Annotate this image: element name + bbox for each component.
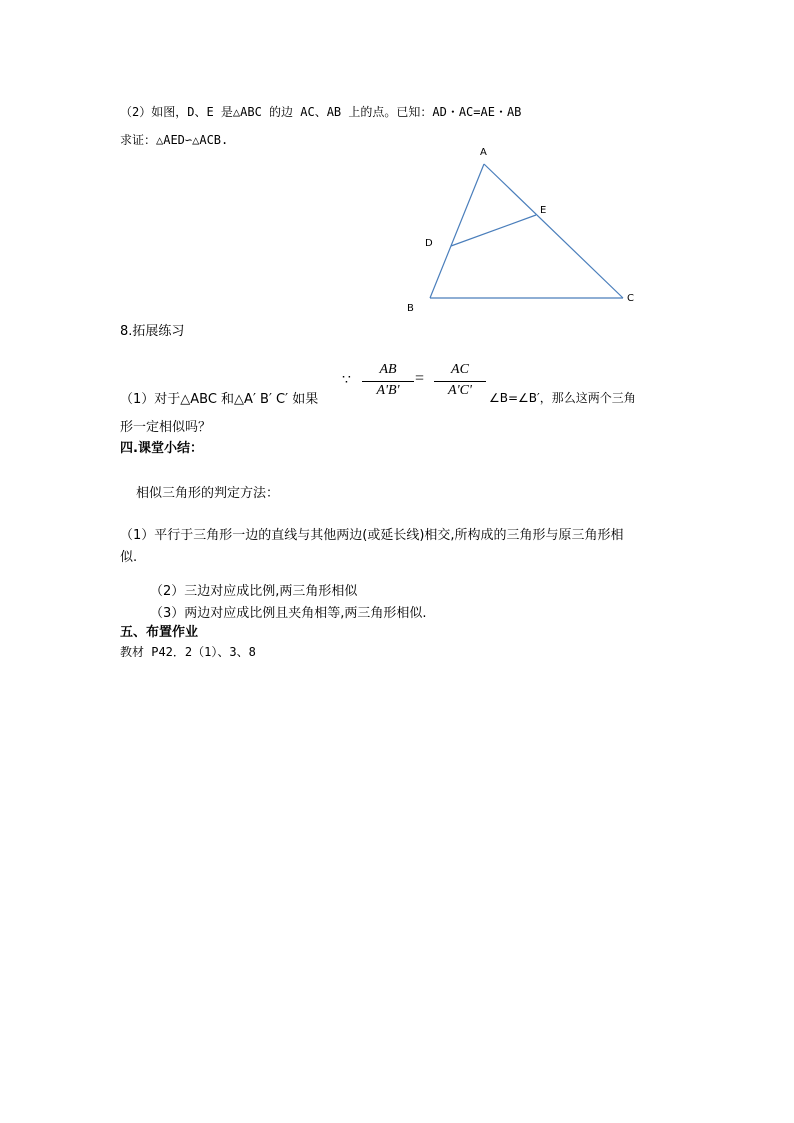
fraction-1-bar [362,381,414,382]
fraction-2-denominator: A'C' [448,383,472,398]
summary-item-1-cont: 似. [120,550,138,565]
problem-2-statement: （2）如图，D、E 是△ABC 的边 AC、AB 上的点。已知：AD・AC=AE・AB [120,105,522,119]
label-b: B [407,303,414,314]
section-5-heading: 五、布置作业 [120,625,199,640]
summary-item-2: （2）三边对应成比例,两三角形相似 [150,584,358,599]
problem-2-prove: 求证：△AED∽△ACB. [120,133,229,147]
homework-text: 教材 P42．2（1）、3、8 [120,645,256,659]
summary-intro: 相似三角形的判定方法： [136,486,280,501]
side-ac [484,164,623,298]
equals-sign: = [415,370,425,387]
fraction-2-bar [434,381,486,382]
q1-prefix: （1）对于△ABC 和△A′ B′ C′ 如果 [120,392,319,407]
q1-line2: 形一定相似吗？ [120,420,212,435]
segment-de [451,215,536,246]
because-symbol: ∵ [342,372,351,388]
fraction-1-denominator: A'B' [376,383,400,398]
fraction-1-numerator: AB [379,362,397,377]
summary-item-3: （3）两边对应成比例且夹角相等,两三角形相似. [150,606,427,621]
label-a: A [480,147,487,158]
fraction-2-numerator: AC [451,362,469,377]
label-e: E [540,205,547,216]
section-8-heading: 8.拓展练习 [120,324,185,339]
q1-suffix: ∠B=∠B′，那么这两个三角 [489,391,636,405]
label-d: D [425,238,433,249]
side-ab [430,164,484,298]
label-c: C [627,293,634,304]
summary-item-1: （1）平行于三角形一边的直线与其他两边(或延长线)相交,所构成的三角形与原三角形相 [120,528,624,543]
section-4-heading: 四.课堂小结： [120,441,203,456]
triangle-figure [0,0,794,330]
